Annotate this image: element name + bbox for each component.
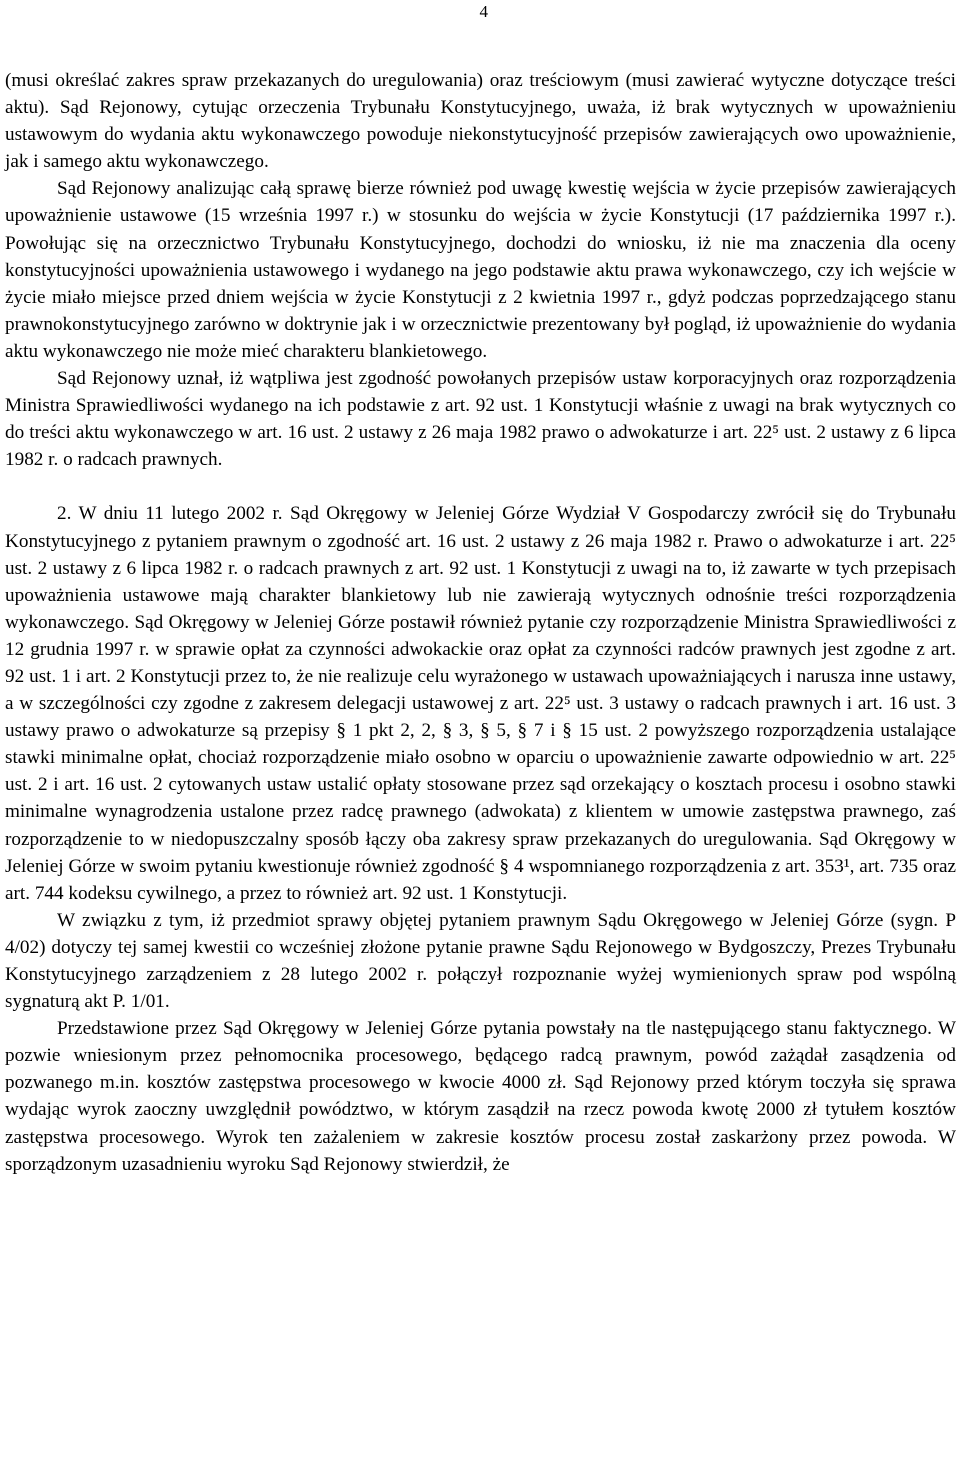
paragraph-5: W związku z tym, iż przedmiot sprawy objętej pytaniem prawnym Sądu Okręgowego w Jeleniej Górze (sygn. P 4/02) dotyczy tej samej kwestii co wcześniej złożone pytanie prawne Sądu Rejonowego w Bydgoszczy, Prezes Trybunału Konstytucyjnego zarządzeniem z 28 lutego 2002 r. połączył rozpoznanie wyżej wymienionych spraw pod wspólną sygnaturą akt P. 1/01.: [5, 909, 956, 1013]
page-number: 4: [479, 2, 488, 21]
paragraph-2: Sąd Rejonowy analizując całą sprawę bierze również pod uwagę kwestię wejścia w życie przepisów zawierających upoważnienie ustawowe (15 września 1997 r.) w stosunku do wejścia w życie Konstytucji (17 października 1997 r.). Powołując się na orzecznictwo Trybunału Konstytucyjnego, dochodzi do wniosku, iż nie ma znaczenia dla oceny konstytucyjności upoważnienia ustawowego i wydanego na jego podstawie aktu prawa wykonawczego, czy ich wejście w życie miało miejsce przed dniem wejścia w życie Konstytucji z 2 kwietnia 1997 r., gdyż podczas poprzedzającego stanu prawnokonstytucyjnego zarówno w doktrynie jak i w orzecznictwie prezentowany był pogląd, iż upoważnienie do wydania aktu wykonawczego nie może mieć charakteru blankietowego.: [5, 178, 956, 362]
paragraph-3: Sąd Rejonowy uznał, iż wątpliwa jest zgodność powołanych przepisów ustaw korporacyjnych oraz rozporządzenia Ministra Sprawiedliwości wydanego na ich podstawie z art. 92 ust. 1 Konstytucji właśnie z uwagi na brak wytycznych co do treści aktu wykonawczego w art. 16 ust. 2 ustawy z 26 maja 1982 prawo o adwokaturze i art. 22⁵ ust. 2 ustawy z 6 lipca 1982 r. o radcach prawnych.: [5, 368, 956, 471]
document-body: [5, 67, 956, 1178]
paragraph-6: Przedstawione przez Sąd Okręgowy w Jeleniej Górze pytania powstały na tle następującego stanu faktycznego. W pozwie wniesionym przez pełnomocnika procesowego, będącego radcą prawnym, powód zażądał zasądzenia od pozwanego m.in. kosztów zastępstwa procesowego w kwocie 4000 zł. Sąd Rejonowy przed którym toczyła się sprawa wydając wyrok zaoczny uwzględnił powództwo, w którym zasądził na rzecz powoda kwotę 2000 zł tytułem kosztów zastępstwa procesowego. Wyrok ten zażaleniem w zakresie kosztów procesu został zaskarżony przez powoda. W sporządzonym uzasadnieniu wyroku Sąd Rejonowy stwierdził, że: [5, 1018, 956, 1175]
paragraph-4: 2. W dniu 11 lutego 2002 r. Sąd Okręgowy w Jeleniej Górze Wydział V Gospodarczy zwrócił się do Trybunału Konstytucyjnego z pytaniem prawnym o zgodność art. 16 ust. 2 ustawy z 26 maja 1982 r. Prawo o adwokaturze i art. 22⁵ ust. 2 ustawy z 6 lipca 1982 r. o radcach prawnych z art. 92 ust. 1 Konstytucji z uwagi na to, iż zawarte w tych przepisach upoważnienia ustawowe mają charakter blankietowy lub nie zawierają wytycznych odnośnie treści rozporządzenia wykonawczego. Sąd Okręgowy w Jeleniej Górze postawił również pytanie czy rozporządzenie Ministra Sprawiedliwości z 12 grudnia 1997 r. w sprawie opłat za czynności adwokackie oraz opłat za czynności radców prawnych jest zgodne z art. 92 ust. 1 i art. 2 Konstytucji przez to, że nie realizuje celu wyrażonego w ustawach upoważniających i narusza inne ustawy, a w szczególności czy zgodne z zakresem delegacji ustawowej z art. 22⁵ ust. 3 ustawy o radcach prawnych i art. 16 ust. 3 ustawy prawo o adwokaturze są przepisy § 1 pkt 2, 2, § 3, § 5, § 7 i § 15 ust. 2 powyższego rozporządzenia ustalające stawki minimalne opłat, chociaż rozporządzenie miało osobno w oparciu o upoważnienie zawarte odpowiednio w art. 22⁵ ust. 2 i art. 16 ust. 2 cytowanych ustaw ustalić opłaty stosowane przez sąd orzekający o kosztach procesu i osobno stawki minimalne wynagrodzenia ustalone przez radcę prawnego (adwokata) z klientem w umowie zastępstwa prawnego, zaś rozporządzenie to w niedopuszczalny sposób łączy oba zakresy spraw przekazanych do uregulowania. Sąd Okręgowy w Jeleniej Górze w swoim pytaniu kwestionuje również zgodność § 4 wspomnianego rozporządzenia z art. 353¹, art. 735 oraz art. 744 kodeksu cywilnego, a przez to również art. 92 ust. 1 Konstytucji.: [5, 503, 956, 904]
paragraph-1: (musi określać zakres spraw przekazanych do uregulowania) oraz treściowym (musi zawierać wytyczne dotyczące treści aktu). Sąd Rejonowy, cytując orzeczenia Trybunału Konstytucyjnego, uważa, iż brak wytycznych w upoważnieniu ustawowym do wydania aktu wykonawczego powoduje niekonstytucyjność przepisów zawierających owo upoważnienie, jak i samego aktu wykonawczego.: [5, 70, 956, 173]
